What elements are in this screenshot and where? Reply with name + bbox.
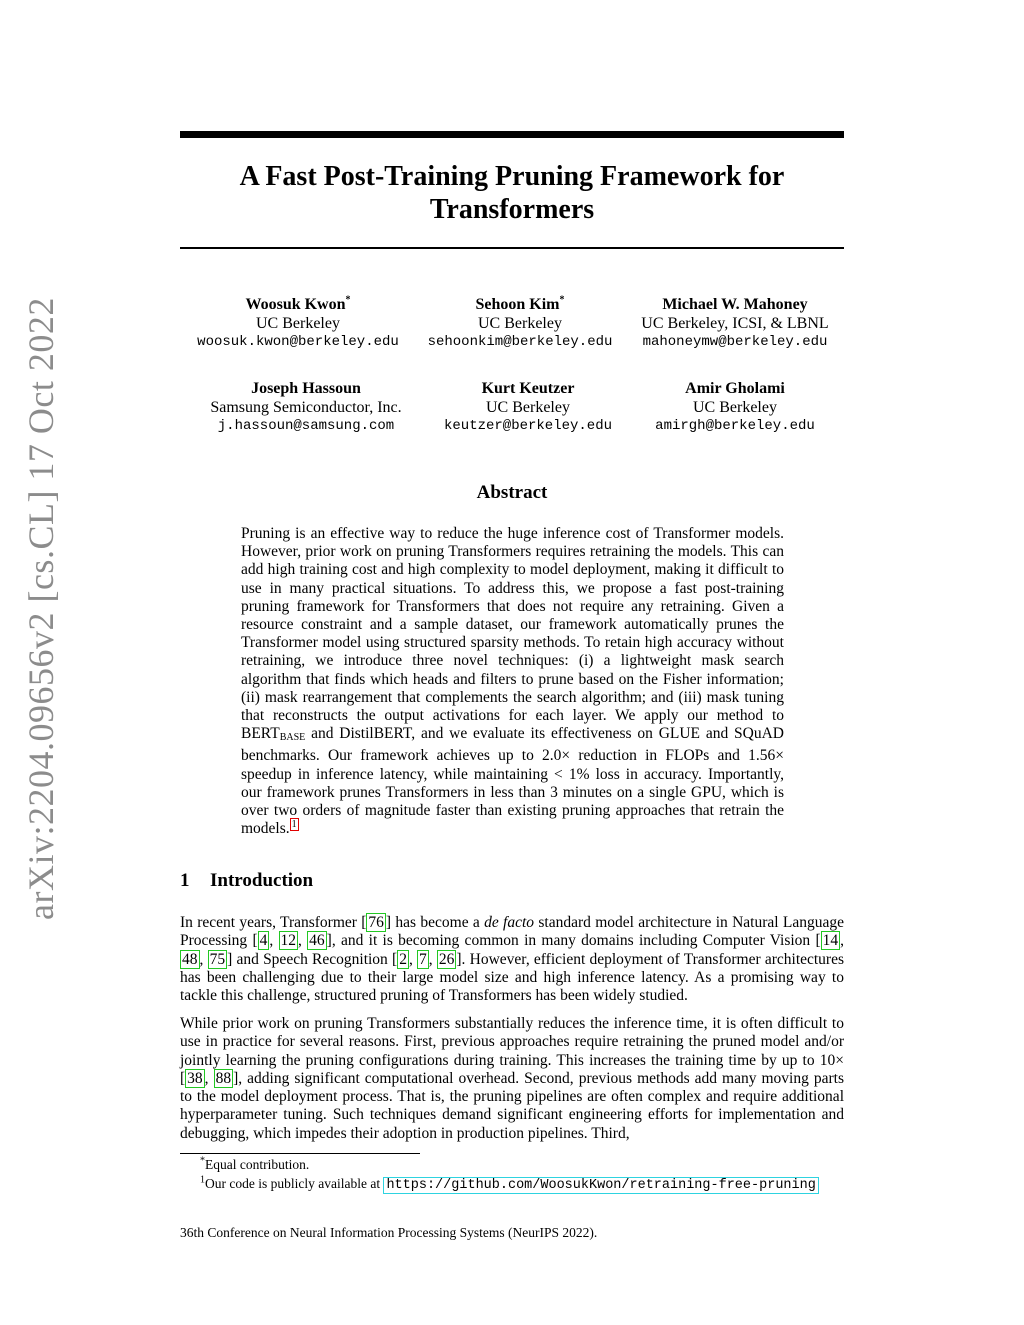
intro-paragraph-2: While prior work on pruning Transformers substantially reduces the inference time, it is often difficult to use in practice for several reasons. First, previous approaches require retraining the pruned model and/or jointly learning the pruning configurations during training. This increases the training time by up to 10× [ 38 , 88 ], adding significant computational overhead. Second, previous methods add many moving parts to the model deployment process. That is, the pruning pipelines are often complex and require additional hyperparameter tuning. Such techniques demand significant engineering efforts for implementation and debugging, which impedes their adoption in production pipelines. Third,: [180, 1015, 845, 1142]
citation-link[interactable]: 48: [182, 950, 198, 968]
citation-link[interactable]: 38: [187, 1069, 203, 1087]
author-affiliation: UC Berkeley: [478, 314, 562, 332]
citation-link[interactable]: 14: [822, 932, 839, 950]
author-email[interactable]: keutzer@berkeley.edu: [443, 418, 613, 434]
citation-link[interactable]: 88: [215, 1069, 232, 1087]
conference-note: 36th Conference on Neural Information Processing Systems (NeurIPS 2022).: [180, 1225, 598, 1240]
author-block-1: [173, 296, 423, 352]
citation-link[interactable]: 26: [438, 950, 455, 968]
author-name: Sehoon Kim*: [475, 294, 565, 313]
author-block-4: [181, 380, 431, 436]
author-name: Kurt Keutzer: [481, 380, 575, 397]
citation-link[interactable]: 76: [368, 914, 384, 931]
author-affiliation: Samsung Semiconductor, Inc.: [210, 398, 402, 416]
abstract-text: Pruning is an effective way to reduce the huge inference cost of Transformer models. However, prior work on pruning Transformers requires retraining the models. This can add high training cost and high complexity to model deployment, making it difficult to use in many practical situations. To address this, we propose a fast post-training pruning framework for Transformers that does not require any retraining. Given a resource constraint and a sample dataset, our framework automatically prunes the Transformer model using structured sparsity methods. To retain high accuracy without retraining, we introduce three novel techniques: (i) a lightweight mask search algorithm that finds which heads and filters to prune based on the Fisher information; (ii) mask rearrangement that complements the search algorithm; and (iii) mask tuning that reconstructs the output activations for each layer. We apply our method to $BERT_{BASE}$ and DistilBERT, and we evaluate its effectiveness on GLUE and SQuAD benchmarks. Our framework achieves up to 2.0× reduction in FLOPs and 1.56× speedup in inference latency, while maintaining < 1% loss in accuracy. Importantly, our framework prunes Transformers in less than 3 minutes on a single GPU, which is over two orders of magnitude faster than existing pruning approaches that retrain the models. $^1$: [241, 525, 784, 838]
author-email[interactable]: j.hassoun@samsung.com: [217, 418, 395, 434]
footnote-code: $^1$Our code is publicly available at https://github.com/WoosukKwon/retraining-free-pruning: [180, 1175, 844, 1195]
author-affiliation: UC Berkeley: [486, 398, 570, 416]
footnote-ref-link[interactable]: 1: [291, 819, 297, 831]
author-block-6: [610, 380, 860, 436]
author-affiliation: UC Berkeley: [256, 314, 340, 332]
author-name: Woosuk Kwon*: [245, 294, 351, 313]
author-block-3: [610, 296, 860, 352]
author-email[interactable]: woosuk.kwon@berkeley.edu: [197, 334, 399, 350]
paper-title: A Fast Post-Training Pruning Framework for Transformers: [239, 161, 785, 225]
citation-link[interactable]: 7: [419, 950, 427, 968]
author-name: Amir Gholami: [685, 380, 785, 397]
citation-link[interactable]: 46: [309, 932, 325, 950]
author-affiliation: UC Berkeley, ICSI, & LBNL: [641, 314, 829, 332]
citation-link[interactable]: 4: [259, 932, 268, 950]
author-email[interactable]: amirgh@berkeley.edu: [655, 418, 815, 434]
section-heading: 1 Introduction: [180, 870, 314, 891]
citation-link[interactable]: 75: [209, 950, 226, 968]
code-url-link[interactable]: https://github.com/WoosukKwon/retraining-free-pruning: [383, 1177, 818, 1194]
citation-link[interactable]: 12: [280, 932, 297, 950]
title-top-rule: [180, 131, 844, 138]
arxiv-identifier[interactable]: arXiv:2204.09656v2 [cs.CL] 17 Oct 2022: [21, 297, 61, 920]
author-email[interactable]: mahoneymw@berkeley.edu: [642, 334, 828, 350]
intro-paragraph-1: In recent years, Transformer [ 76 ] has become a de facto standard model architecture in Natural Language Processing [ 4 , 12 , 46 ], and it is becoming common in many domains including Computer Vision [ 14 , 48 , 75 ] and Speech Recognition [ 2 , 7 , 26 ]. However, efficient deployment of Transformer architectures has been challenging due to their large model size and high inference latency. As a promising way to tackle this challenge, structured pruning of Transformers has been widely studied.: [180, 914, 845, 1005]
abstract-heading: Abstract: [476, 482, 548, 503]
footnote-rule: [180, 1153, 420, 1154]
author-name: Joseph Hassoun: [251, 380, 361, 397]
author-name: Michael W. Mahoney: [662, 296, 808, 313]
author-email[interactable]: sehoonkim@berkeley.edu: [427, 334, 613, 350]
citation-link[interactable]: 2: [399, 950, 407, 968]
title-bottom-rule: [180, 247, 844, 249]
footnote-equal-contribution: *Equal contribution.: [200, 1155, 310, 1172]
author-affiliation: UC Berkeley: [693, 398, 777, 416]
author-block-2: [395, 296, 645, 352]
